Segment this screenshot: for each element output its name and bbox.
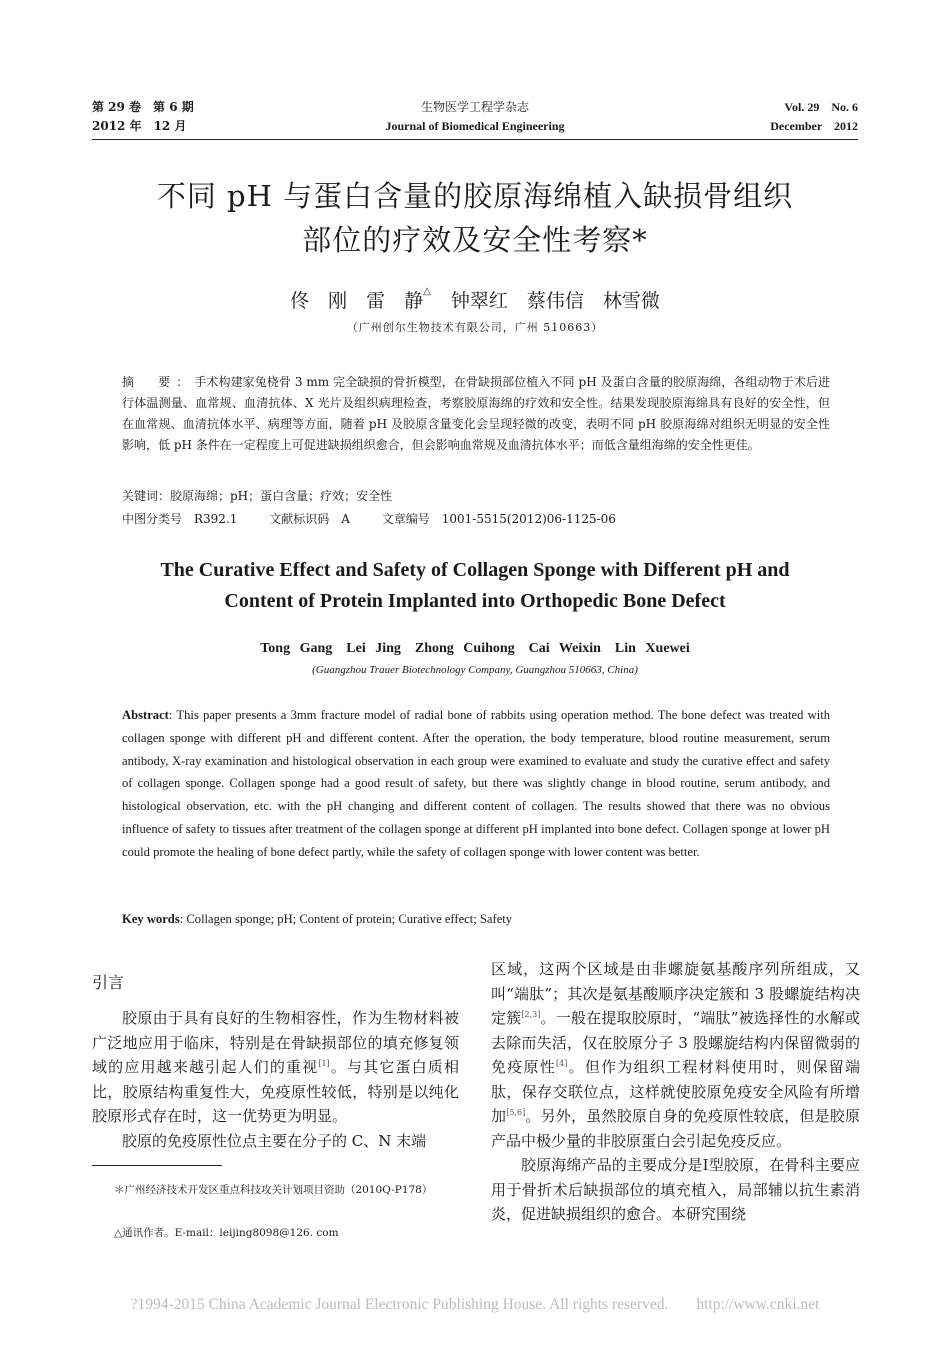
keywords-en	[122, 909, 830, 929]
affiliation-cn: （广州创尔生物技术有限公司，广州 510663）	[346, 321, 604, 334]
title-cn-line2: 部位的疗效及安全性考察*	[302, 223, 648, 257]
abstract-cn-label: 摘 要：	[122, 375, 195, 389]
corresponding-mark: △	[423, 286, 431, 297]
citation[interactable]: [4]	[556, 1059, 568, 1068]
body-right-column	[491, 957, 860, 1227]
article-title-cn	[100, 174, 850, 262]
keywords-cn: 关键词：胶原海绵；pH；蛋白含量；疗效；安全性	[122, 489, 393, 503]
citation[interactable]: [2,3]	[521, 1010, 541, 1019]
paragraph	[491, 1153, 860, 1227]
body-text: 。一般在提取胶原时，“端肽”被选择性的水解或去除而失活，仅在胶原分子 3 股螺旋结构内保留微弱的免疫原性	[491, 1009, 860, 1076]
header-issue-en	[770, 98, 858, 136]
header-rule	[92, 139, 858, 140]
body-text: 。但作为组织工程材料使用时，则保留端肽，保存交联位点，这样就使胶原免疫安全风险有所增加	[491, 1058, 860, 1125]
abstract-en	[122, 704, 830, 864]
header-vol-no: Vol. 29 No. 6	[784, 100, 858, 114]
header-volume-issue: 第 29 卷 第 6 期	[92, 100, 194, 114]
title-en-line2: Content of Protein Implanted into Orthopedic Bone Defect	[224, 590, 726, 612]
abstract-en-label: Abstract	[122, 708, 169, 722]
citation[interactable]: [1]	[318, 1059, 330, 1068]
authors-cn	[100, 286, 850, 313]
paragraph	[92, 1129, 459, 1154]
body-text: 胶原海绵产品的主要成分是Ⅰ型胶原，在骨科主要应用于骨折术后缺损部位的填充植入，局部辅以抗生素消炎，促进缺损组织的愈合。本研究围绕	[491, 1156, 860, 1223]
footnote-corresponding: △通讯作者。E-mail：leijing8098@126. com	[114, 1227, 339, 1239]
authors-en: Tong Gang Lei Jing Zhong Cuihong Cai Weixin Lin Xuewei	[260, 641, 690, 656]
body-text: 胶原的免疫原性位点主要在分子的 C、N 末端	[122, 1131, 427, 1150]
body-text: 。另外，虽然胶原自身的免疫原性较底，但是胶原产品中极少量的非胶原蛋白会引起免疫反应。	[491, 1107, 860, 1150]
section-title-introduction: 引言	[92, 973, 125, 992]
body-text: 。与其它蛋白质相比，胶原结构重复性大，免疫原性较低，特别是以纯化胶原形式存在时，这一优势更为明显。	[92, 1058, 459, 1125]
affiliation-en: (Guangzhou Trauer Biotechnology Company, Guangzhou 510663, China)	[312, 664, 638, 676]
abstract-cn-text: 手术构建家兔桡骨 3 mm 完全缺损的骨折模型，在骨缺损部位植入不同 pH 及蛋白含量的胶原海绵，各组动物于术后进行体温测量、血常规、血清抗体、X 光片及组织病理检查，考察胶原海绵的疗效和安全性。结果发现胶原海绵具有良好的安全性，但在血常规、血清抗体水平、病理等方面，随着 pH 及胶原含量变化会呈现轻微的改变，表明不同 pH 胶原海绵对组织无明显的安全性影响，低 pH 条件在一定程度上可促进缺损组织愈合，但会影响血常规及血清抗体水平；而低含量组海绵的安全性更佳。	[122, 375, 830, 452]
clc-number: 中图分类号 R392.1	[122, 512, 238, 526]
keywords-en-label: Key words	[122, 912, 180, 926]
header-date-en: December 2012	[770, 119, 858, 133]
abstract-en-text: : This paper presents a 3mm fracture model of radial bone of rabbits using operation method. The bone defect was treated with collagen sponge with different pH and different content. After the operation, the body temperature, blood routine measurement, serum antibody, X-ray examination and histological observation in each group were examined to evaluate and study the curative effect and safety of collagen sponge. Collagen sponge had a good result of safety, but there was slightly change in blood routine, serum antibody, and histological observation, etc. with the pH changing and different content of collagen. The results showed that there was no obvious influence of safety to tissues after treatment of the collagen sponge at different pH implanted into bone defect. Collagen sponge at lower pH could promote the healing of bone defect partly, while the safety of collagen sponge with lower content was better.	[122, 708, 830, 859]
document-code: 文献标识码 A	[269, 512, 350, 526]
article-title-en	[100, 555, 850, 617]
header-date-cn: 2012 年 12 月	[92, 119, 187, 133]
footer-url[interactable]: http://www.cnki.net	[696, 1296, 820, 1313]
classification-cn	[122, 509, 830, 529]
keywords-en-text: : Collagen sponge; pH; Content of protein; Curative effect; Safety	[179, 912, 513, 926]
authors-cn-first: 佟 刚 雷 静	[290, 290, 424, 312]
authors-cn-rest: 钟翠红 蔡伟信 林雪微	[450, 290, 660, 312]
header-issue-cn	[92, 98, 194, 136]
abstract-cn	[122, 372, 830, 456]
footnote-rule	[92, 1165, 222, 1166]
footer-copyright: ?1994-2015 China Academic Journal Electronic Publishing House. All rights reserved.	[130, 1296, 669, 1313]
title-cn-line1: 不同 pH 与蛋白含量的胶原海绵植入缺损骨组织	[156, 179, 794, 213]
body-text: 胶原由于具有良好的生物相容性，作为生物材料被广泛地应用于临床，特别是在骨缺损部位的填充修复领域的应用越来越引起人们的重视	[92, 1009, 459, 1076]
footer-watermark	[60, 1296, 890, 1314]
paragraph	[92, 1006, 459, 1129]
title-en-line1: The Curative Effect and Safety of Collagen Sponge with Different pH and	[160, 559, 790, 581]
journal-name-cn: 生物医学工程学杂志	[420, 100, 529, 114]
body-text: 区域，这两个区域是由非螺旋氨基酸序列所组成，又叫“端肽”；其次是氨基酸顺序决定簇和 3 股螺旋结构决定簇	[491, 960, 860, 1027]
body-left-column	[92, 1006, 459, 1153]
journal-name-en: Journal of Biomedical Engineering	[385, 119, 565, 133]
paragraph	[491, 957, 860, 1153]
article-number: 文章编号 1001-5515(2012)06-1125-06	[381, 512, 616, 526]
header-journal	[300, 98, 650, 136]
citation[interactable]: [5,6]	[506, 1108, 526, 1117]
footnote-funding: ＊广州经济技术开发区重点科技攻关计划项目资助（2010Q-P178）	[114, 1184, 433, 1196]
